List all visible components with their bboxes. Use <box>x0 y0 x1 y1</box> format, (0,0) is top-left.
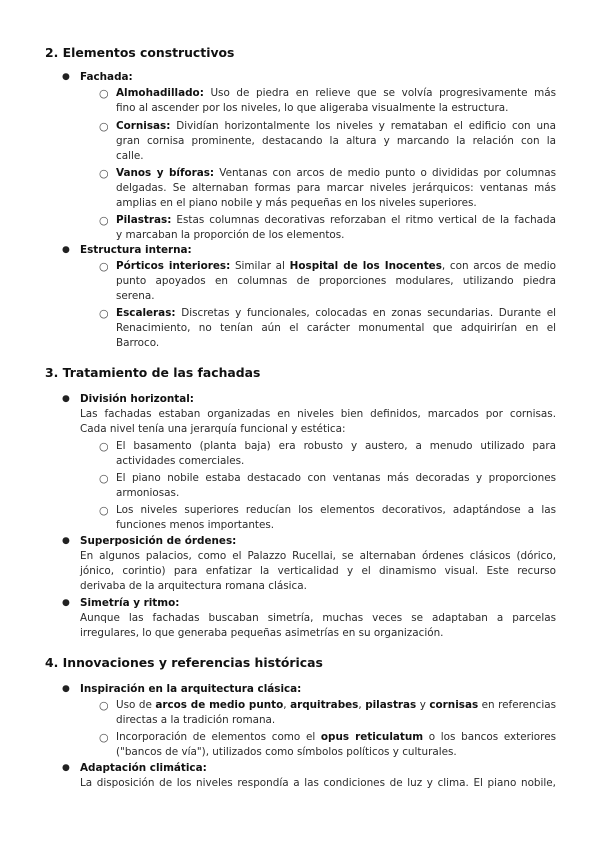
list-item-opus: Incorporación de elementos como el opus reticulatum o los bancos exteriores <box>116 731 557 743</box>
text-line: Aunque las fachadas buscaban simetría, muchas veces se adaptaban a parcelas <box>80 612 556 624</box>
text-line: Cada nivel tenía una jerarquía funcional y estética: <box>80 423 346 435</box>
text-line: Barroco. <box>116 337 160 349</box>
text-line: amplias en el piano nobile y más pequeñas en los niveles superiores. <box>116 197 477 209</box>
circle-bullet-icon: ○ <box>99 504 109 517</box>
circle-bullet-icon: ○ <box>99 87 109 100</box>
bullet-icon: ● <box>62 598 70 608</box>
bullet-icon: ● <box>62 536 70 546</box>
text-line: serena. <box>116 290 155 302</box>
list-item-division: División horizontal: <box>80 393 194 405</box>
text-line: Renacimiento, no tenían aún el carácter monumental que adquirirían en el <box>116 322 556 334</box>
section-heading-2: 2. Elementos constructivos <box>45 45 235 60</box>
list-item-escaleras: Escaleras: Discretas y funcionales, colocadas en zonas secundarias. Durante el <box>116 307 556 319</box>
text-line: fino al ascender por los niveles, lo que aligeraba visualmente la estructura. <box>116 102 509 114</box>
bullet-icon: ● <box>62 72 70 82</box>
text-line: y marcaban la proporción de los elementos. <box>116 229 345 241</box>
list-item-niveles-superiores: Los niveles superiores reducían los elementos decorativos, adaptándose a las <box>116 504 556 516</box>
circle-bullet-icon: ○ <box>99 307 109 320</box>
text-line: En algunos palacios, como el Palazzo Rucellai, se alternaban órdenes clásicos (dórico, <box>80 550 556 562</box>
text-line: derivaba de la arquitectura romana clásica. <box>80 580 307 592</box>
text-line: punto apoyados en columnas de proporciones modulares, utilizando piedra <box>116 275 556 287</box>
text-line: irregulares, lo que generaba pequeñas asimetrías en su organización. <box>80 627 444 639</box>
list-item-inspiracion: Inspiración en la arquitectura clásica: <box>80 683 302 695</box>
circle-bullet-icon: ○ <box>99 731 109 744</box>
text-line: armoniosas. <box>116 487 180 499</box>
list-item-fachada: Fachada: <box>80 71 133 83</box>
text-line: gran cornisa prominente, destacando la altura y marcando la relación con la <box>116 135 556 147</box>
text-line: La disposición de los niveles respondía a las condiciones de luz y clima. El piano nobile, <box>80 777 556 789</box>
text-line: directas a la tradición romana. <box>116 714 276 726</box>
text-line: ("bancos de vía"), utilizados como símbolos políticos y culturales. <box>116 746 457 758</box>
list-item-pilastras: Pilastras: Estas columnas decorativas reforzaban el ritmo vertical de la fachada <box>116 214 556 226</box>
list-item-superposicion: Superposición de órdenes: <box>80 535 237 547</box>
list-item-estructura: Estructura interna: <box>80 244 192 256</box>
section-heading-4: 4. Innovaciones y referencias históricas <box>45 655 323 670</box>
bullet-icon: ● <box>62 245 70 255</box>
circle-bullet-icon: ○ <box>99 440 109 453</box>
circle-bullet-icon: ○ <box>99 167 109 180</box>
list-item-simetria: Simetría y ritmo: <box>80 597 180 609</box>
text-line: Las fachadas estaban organizadas en niveles bien definidos, marcados por cornisas. <box>80 408 556 420</box>
circle-bullet-icon: ○ <box>99 214 109 227</box>
list-item-arcos: Uso de arcos de medio punto, arquitrabes, pilastras y cornisas en referencias <box>116 699 556 711</box>
text-line: jónico, corintio) para enfatizar la verticalidad y el dinamismo visual. Este recurso <box>80 565 556 577</box>
text-line: actividades comerciales. <box>116 455 245 467</box>
bullet-icon: ● <box>62 684 70 694</box>
list-item-adaptacion: Adaptación climática: <box>80 762 207 774</box>
text-line: delgadas. Se alternaban formas para marcar niveles jerárquicos: ventanas más <box>116 182 556 194</box>
bullet-icon: ● <box>62 394 70 404</box>
list-item-vanos: Vanos y bíforas: Ventanas con arcos de medio punto o divididas por columnas <box>116 167 556 179</box>
section-heading-3: 3. Tratamiento de las fachadas <box>45 365 261 380</box>
circle-bullet-icon: ○ <box>99 260 109 273</box>
circle-bullet-icon: ○ <box>99 120 109 133</box>
list-item-basamento: El basamento (planta baja) era robusto y austero, a menudo utilizado para <box>116 440 556 452</box>
text-line: calle. <box>116 150 144 162</box>
list-item-porticos: Pórticos interiores: Similar al Hospital de los Inocentes, con arcos de medio <box>116 260 556 272</box>
bullet-icon: ● <box>62 763 70 773</box>
circle-bullet-icon: ○ <box>99 699 109 712</box>
list-item-cornisas: Cornisas: Dividían horizontalmente los niveles y remataban el edificio con una <box>116 120 556 132</box>
text-line: funciones menos importantes. <box>116 519 275 531</box>
circle-bullet-icon: ○ <box>99 472 109 485</box>
list-item-piano-nobile: El piano nobile estaba destacado con ventanas más decoradas y proporciones <box>116 472 556 484</box>
list-item-almohadillado: Almohadillado: Uso de piedra en relieve que se volvía progresivamente más <box>116 87 556 99</box>
